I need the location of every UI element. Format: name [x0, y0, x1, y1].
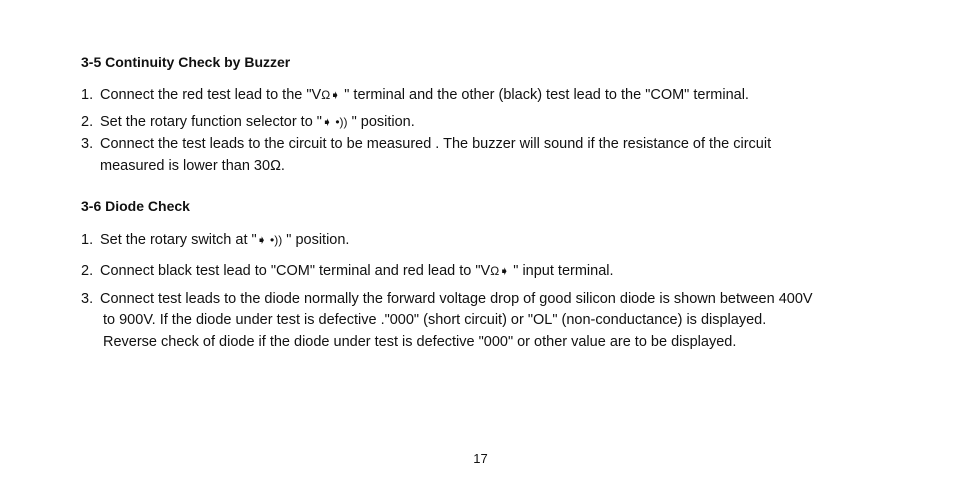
section-3-5-item-2 — [81, 113, 415, 131]
item-number: 3. — [81, 291, 94, 307]
item-text: Connect the red test lead to the "V — [100, 87, 322, 103]
item-text: Connect black test lead to "COM" terminal and red lead to "V — [100, 263, 491, 279]
v-ohm-diode-symbol-icon: Ω➧ — [321, 88, 341, 102]
item-number: 2. — [81, 263, 94, 279]
item-text: Connect the test leads to the circuit to be measured . The buzzer will sound if the resistance of the circuit — [100, 136, 772, 152]
section-3-5-item-3 — [81, 135, 771, 153]
section-3-6-item-3-cont — [103, 333, 736, 351]
item-number: 2. — [81, 114, 94, 130]
page-number: 17 — [473, 451, 488, 466]
item-text: " input terminal. — [513, 263, 614, 279]
section-3-5-item-3-cont — [100, 157, 285, 175]
item-number: 1. — [81, 87, 94, 103]
v-ohm-diode-symbol-icon: Ω➧ — [490, 264, 510, 278]
section-3-6-title: 3-6 Diode Check — [81, 198, 190, 214]
section-3-6-item-3-cont — [103, 311, 766, 329]
item-text: Reverse check of diode if the diode under test is defective "000" or other value are to be displayed. — [103, 334, 737, 350]
item-text: to 900V. If the diode under test is defective ."000" (short circuit) or "OL" (non-conductance) is displayed. — [103, 312, 767, 328]
section-3-5-item-1 — [81, 86, 749, 104]
item-text: Connect test leads to the diode normally the forward voltage drop of good silicon diode is shown between 400V — [100, 291, 813, 307]
diode-buzzer-symbol-icon: ➧ •)) — [256, 233, 283, 247]
section-3-5-title: 3-5 Continuity Check by Buzzer — [81, 54, 291, 70]
section-3-6-item-3 — [81, 290, 813, 308]
item-number: 3. — [81, 136, 94, 152]
item-text: " position. — [286, 232, 350, 248]
item-text: " terminal and the other (black) test lead to the "COM" terminal. — [344, 87, 749, 103]
item-text: " position. — [351, 114, 415, 130]
section-3-6-item-2 — [81, 262, 614, 280]
diode-buzzer-symbol-icon: ➧ •)) — [321, 115, 348, 129]
item-text: Set the rotary switch at " — [100, 232, 257, 248]
item-text: Set the rotary function selector to " — [100, 114, 322, 130]
section-3-6-item-1 — [81, 231, 349, 249]
item-number: 1. — [81, 232, 94, 248]
item-text: measured is lower than 30Ω. — [100, 158, 285, 174]
